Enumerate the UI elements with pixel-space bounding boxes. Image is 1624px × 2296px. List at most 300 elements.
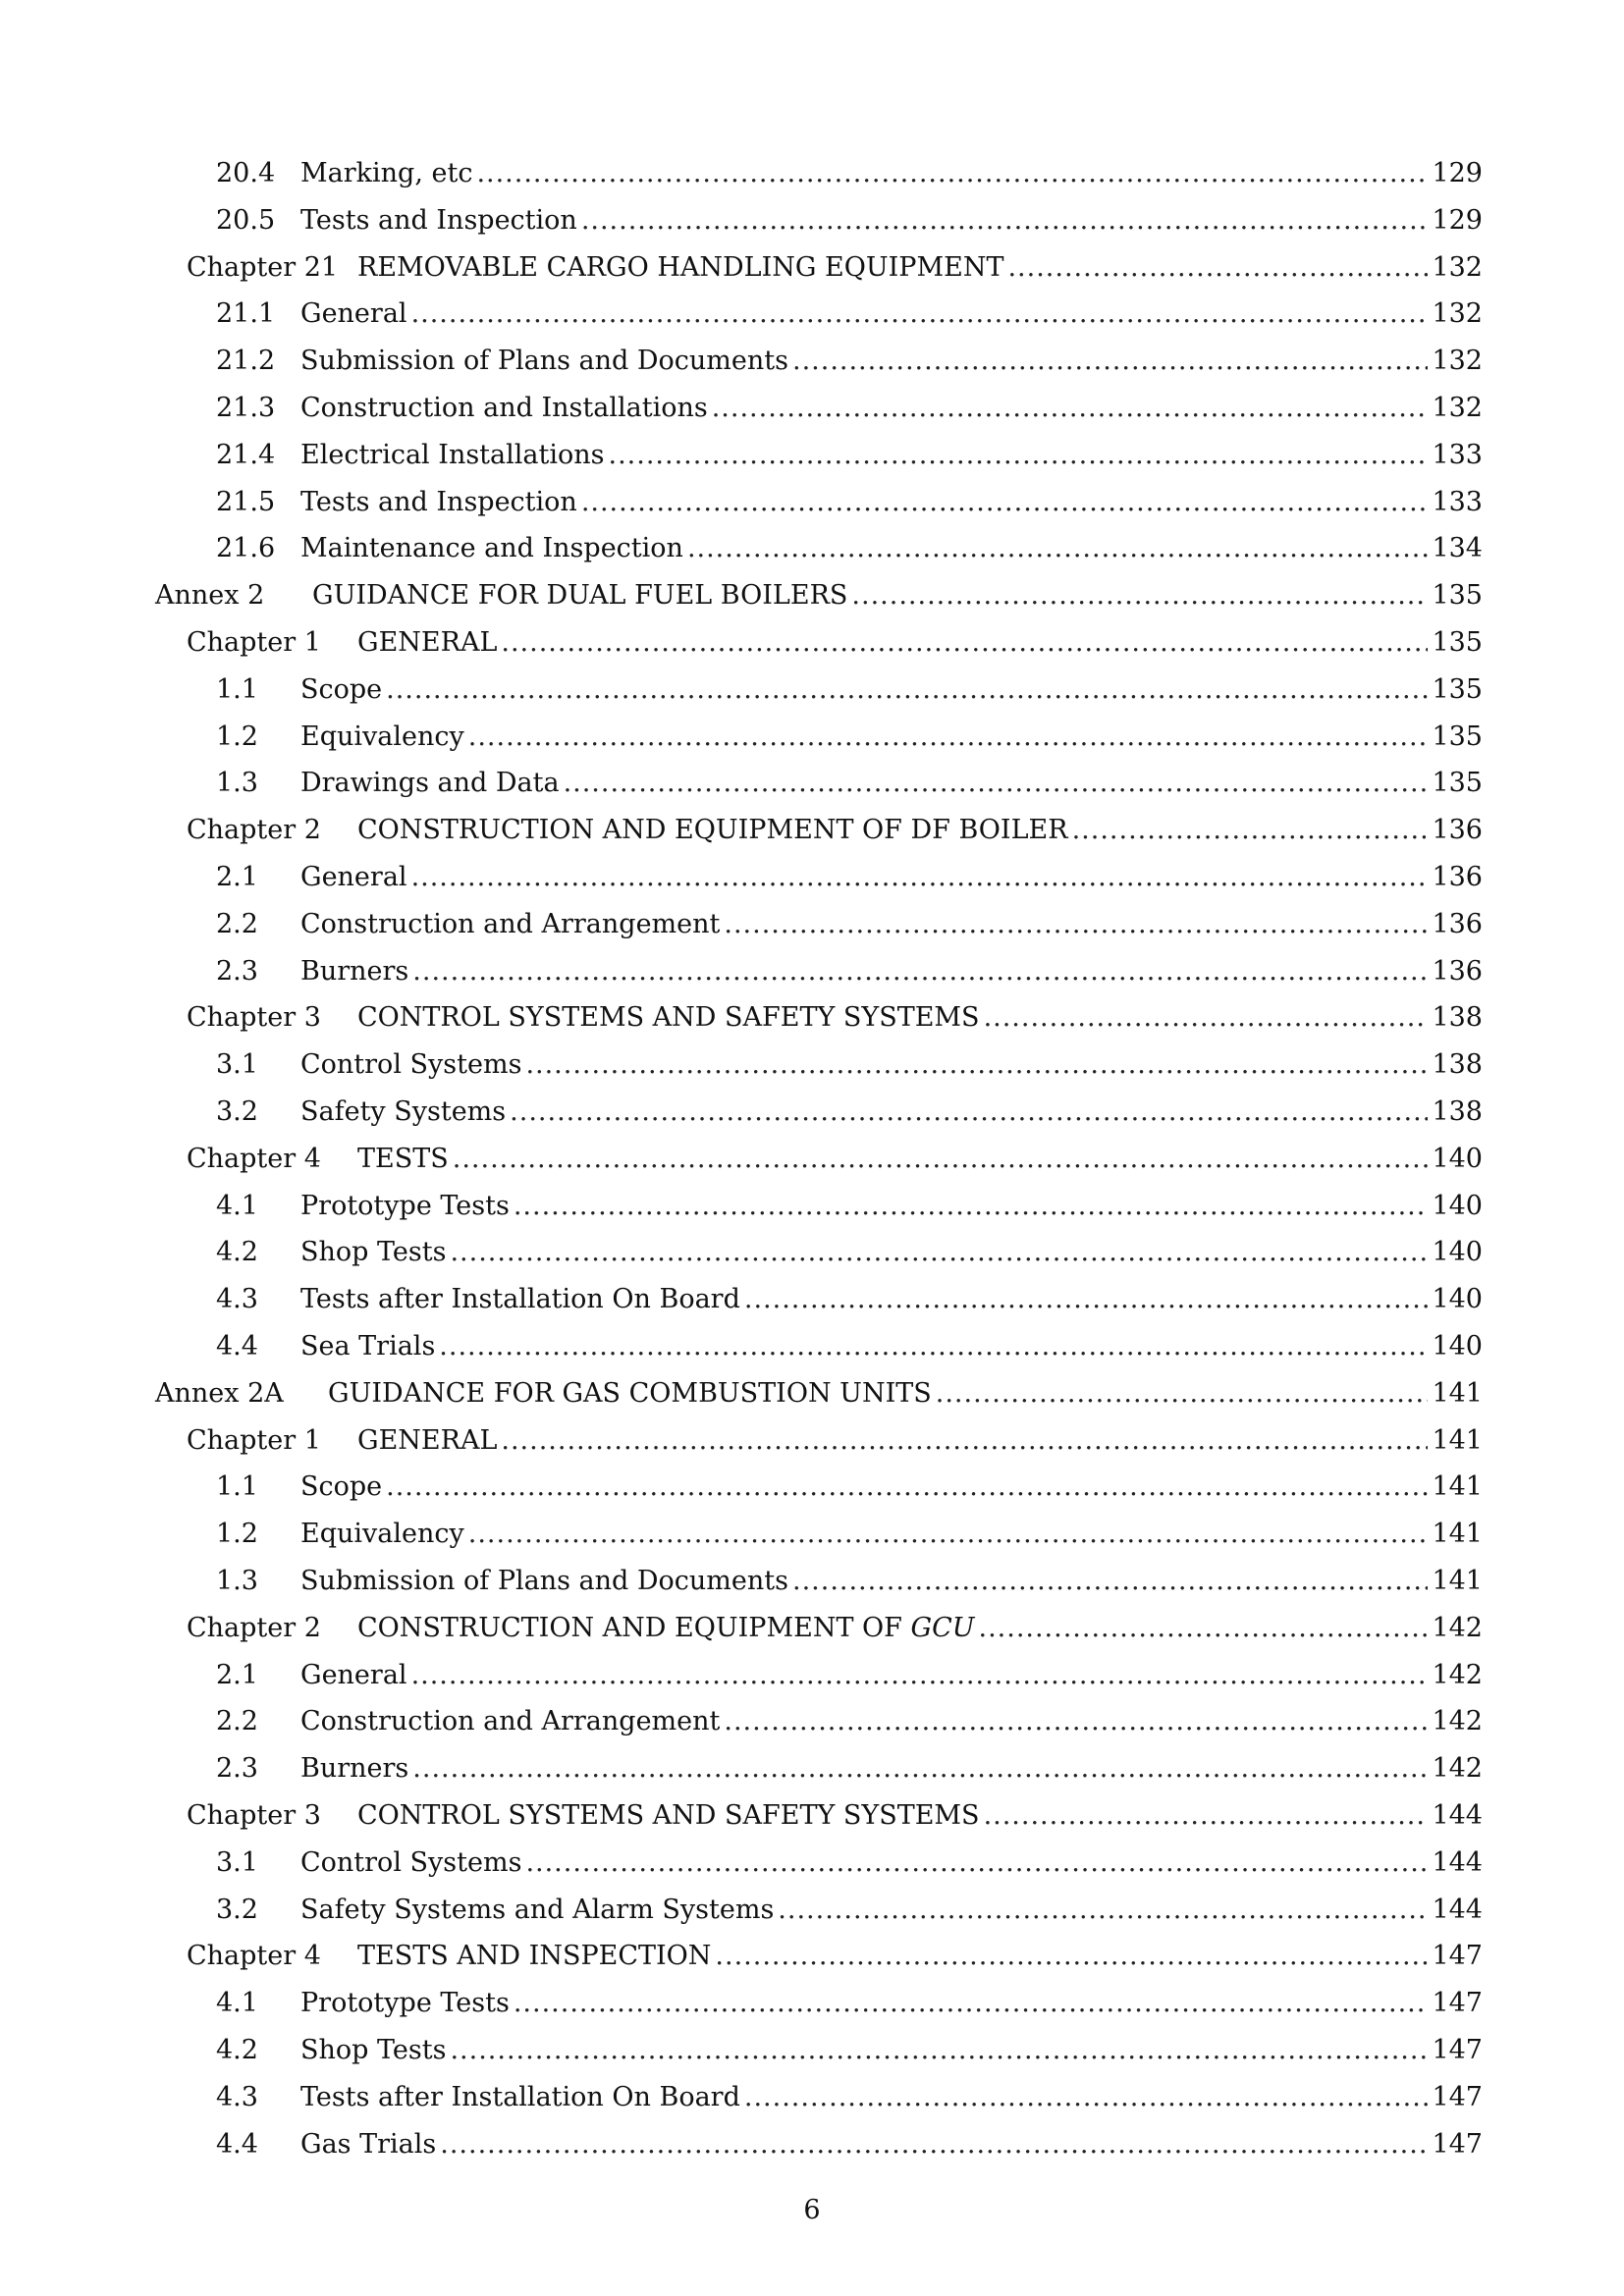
toc-entry-title: Electrical Installations xyxy=(300,439,605,470)
toc-entry-section[interactable] xyxy=(216,901,1483,948)
toc-entry-page: 138 xyxy=(1428,994,1483,1041)
toc-entry-number: 4.2 xyxy=(216,1237,258,1268)
toc-entry-title: Burners xyxy=(300,955,409,987)
toc-entry-title-wrap xyxy=(300,1652,411,1699)
toc-entry-annex[interactable] xyxy=(155,572,1483,619)
toc-entry-title: Burners xyxy=(300,1753,409,1785)
toc-entry-number: 21.5 xyxy=(216,486,276,517)
toc-entry-page: 135 xyxy=(1428,619,1483,667)
toc-entry-page: 142 xyxy=(1428,1698,1483,1745)
toc-entry-title-wrap xyxy=(300,760,564,807)
toc-entry-number: Chapter 2 xyxy=(187,1612,321,1643)
toc-entry-line xyxy=(312,572,1483,619)
toc-entry-line xyxy=(300,1276,1483,1323)
toc-entry-page: 136 xyxy=(1428,901,1483,948)
toc-entry-section[interactable] xyxy=(216,1511,1483,1558)
toc-entry-page: 140 xyxy=(1428,1136,1483,1183)
toc-entry-number: 20.5 xyxy=(216,204,276,236)
toc-entry-page: 141 xyxy=(1428,1370,1483,1417)
toc-entry-line xyxy=(300,479,1483,526)
toc-entry-section[interactable] xyxy=(216,948,1483,995)
toc-entry-title: TESTS xyxy=(357,1143,449,1174)
toc-entry-number: 3.2 xyxy=(216,1894,258,1925)
dot-leader xyxy=(439,1323,1428,1370)
toc-entry-title-wrap xyxy=(300,150,476,197)
toc-entry-title: CONTROL SYSTEMS AND SAFETY SYSTEMS xyxy=(357,1002,980,1034)
toc-entry-number: 4.1 xyxy=(216,1190,258,1221)
toc-entry-line xyxy=(300,1089,1483,1136)
toc-entry-section[interactable] xyxy=(216,1089,1483,1136)
toc-entry-title-wrap xyxy=(300,667,386,714)
toc-entry-number: 21.6 xyxy=(216,533,276,564)
toc-entry-number: Chapter 4 xyxy=(187,1941,321,1972)
toc-entry-title-wrap xyxy=(300,385,712,432)
dot-leader xyxy=(564,760,1429,807)
toc-entry-number: Chapter 1 xyxy=(187,627,321,658)
toc-entry-page: 133 xyxy=(1428,432,1483,479)
toc-entry-number: 21.2 xyxy=(216,346,276,377)
toc-entry-number: 21.1 xyxy=(216,298,276,330)
toc-entry-page: 138 xyxy=(1428,1089,1483,1136)
toc-entry-line xyxy=(300,1183,1483,1230)
dot-leader xyxy=(411,854,1429,901)
toc-entry-title: Submission of Plans and Documents xyxy=(300,346,788,377)
toc-entry-section[interactable] xyxy=(216,1464,1483,1511)
toc-entry-line xyxy=(300,2074,1483,2121)
toc-entry-number: 2.2 xyxy=(216,908,258,939)
dot-leader xyxy=(778,1887,1428,1934)
toc-entry-number: Chapter 3 xyxy=(187,1002,321,1034)
toc-entry-number: Annex 2A xyxy=(155,1377,284,1409)
toc-entry-line xyxy=(300,1229,1483,1276)
toc-entry-line xyxy=(300,1698,1483,1745)
toc-entry-page: 135 xyxy=(1428,667,1483,714)
toc-entry-title-wrap xyxy=(300,197,581,244)
toc-entry-title: Prototype Tests xyxy=(300,1988,510,2019)
toc-entry-title-wrap xyxy=(300,1276,744,1323)
toc-entry-number: 1.3 xyxy=(216,1566,258,1596)
toc-entry-number: Annex 2 xyxy=(155,580,265,612)
toc-entry-number: Chapter 21 xyxy=(187,251,339,283)
dot-leader xyxy=(984,994,1429,1041)
toc-entry-title: Scope xyxy=(300,673,383,705)
toc-entry-title: Maintenance and Inspection xyxy=(300,533,683,564)
toc-entry-title-wrap xyxy=(357,1933,715,1980)
toc-entry-title-wrap xyxy=(300,432,609,479)
toc-entry-title: Submission of Plans and Documents xyxy=(300,1566,788,1596)
toc-entry-section[interactable] xyxy=(216,1041,1483,1089)
toc-entry-number: 4.3 xyxy=(216,1284,258,1315)
toc-entry-section[interactable] xyxy=(216,432,1483,479)
toc-entry-page: 147 xyxy=(1428,1980,1483,2027)
toc-entry-title: Equivalency xyxy=(300,1519,464,1550)
toc-entry-line xyxy=(328,1370,1483,1417)
toc-entry-section[interactable] xyxy=(216,854,1483,901)
toc-entry-page: 144 xyxy=(1428,1887,1483,1934)
toc-entry-number: Chapter 2 xyxy=(187,815,321,846)
toc-entry-page: 147 xyxy=(1428,2121,1483,2168)
toc-entry-page: 132 xyxy=(1428,338,1483,385)
toc-entry-section[interactable] xyxy=(216,1980,1483,2027)
toc-entry-line xyxy=(357,807,1483,854)
toc-entry-section[interactable] xyxy=(216,525,1483,572)
toc-entry-title-italic: GCU xyxy=(910,1612,975,1643)
toc-entry-title-wrap xyxy=(300,2121,440,2168)
toc-entry-line xyxy=(357,1792,1483,1840)
toc-entry-line xyxy=(357,1136,1483,1183)
toc-entry-title-wrap xyxy=(300,901,724,948)
toc-entry-page: 144 xyxy=(1428,1840,1483,1887)
toc-entry-page: 129 xyxy=(1428,197,1483,244)
toc-entry-title-wrap xyxy=(357,807,1072,854)
toc-entry-chapter[interactable] xyxy=(187,994,1483,1041)
toc-entry-section[interactable] xyxy=(216,1183,1483,1230)
toc-entry-number: 4.3 xyxy=(216,2081,258,2112)
toc-entry-line xyxy=(357,619,1483,667)
toc-entry-section[interactable] xyxy=(216,2074,1483,2121)
dot-leader xyxy=(386,667,1428,714)
dot-leader xyxy=(514,1980,1429,2027)
dot-leader xyxy=(525,1840,1428,1887)
toc-entry-section[interactable] xyxy=(216,338,1483,385)
toc-entry-title: Gas Trials xyxy=(300,2128,437,2160)
toc-entry-title-wrap xyxy=(300,1511,468,1558)
toc-entry-title-wrap xyxy=(357,1417,501,1465)
toc-entry-chapter[interactable] xyxy=(187,1605,1483,1652)
dot-leader xyxy=(450,1229,1428,1276)
toc-entry-title: Construction and Arrangement xyxy=(300,1706,721,1737)
toc-entry-title-wrap xyxy=(357,1136,453,1183)
toc-entry-title: Shop Tests xyxy=(300,2035,447,2065)
dot-leader xyxy=(715,1933,1428,1980)
toc-entry-section[interactable] xyxy=(216,150,1483,197)
toc-entry-line xyxy=(300,714,1483,761)
toc-entry-page: 140 xyxy=(1428,1183,1483,1230)
toc-entry-title: GUIDANCE FOR GAS COMBUSTION UNITS xyxy=(328,1377,932,1409)
dot-leader xyxy=(609,432,1429,479)
toc-entry-title: CONTROL SYSTEMS AND SAFETY SYSTEMS xyxy=(357,1800,980,1831)
toc-entry-section[interactable] xyxy=(216,197,1483,244)
toc-entry-page: 140 xyxy=(1428,1276,1483,1323)
toc-entry-page: 147 xyxy=(1428,2027,1483,2074)
toc-entry-page: 134 xyxy=(1428,525,1483,572)
toc-entry-number: Chapter 1 xyxy=(187,1424,321,1456)
dot-leader xyxy=(510,1089,1428,1136)
toc-entry-title: Scope xyxy=(300,1471,383,1503)
dot-leader xyxy=(412,1745,1428,1792)
toc-entry-number: Chapter 3 xyxy=(187,1800,321,1831)
toc-entry-title: General xyxy=(300,1659,407,1690)
toc-entry-page: 141 xyxy=(1428,1558,1483,1605)
toc-entry-number: 2.3 xyxy=(216,1753,258,1785)
toc-entry-section[interactable] xyxy=(216,1745,1483,1792)
toc-entry-section[interactable] xyxy=(216,1698,1483,1745)
toc-entry-title: Safety Systems and Alarm Systems xyxy=(300,1894,775,1925)
dot-leader xyxy=(501,619,1428,667)
dot-leader xyxy=(411,291,1429,338)
toc-entry-title-wrap xyxy=(300,1041,525,1089)
toc-entry-title-wrap xyxy=(300,854,411,901)
toc-entry-line xyxy=(300,525,1483,572)
toc-entry-number: Chapter 4 xyxy=(187,1143,321,1174)
toc-entry-line xyxy=(300,1745,1483,1792)
toc-entry-title-wrap xyxy=(300,1183,514,1230)
toc-entry-page: 136 xyxy=(1428,948,1483,995)
toc-entry-page: 129 xyxy=(1428,150,1483,197)
toc-entry-section[interactable] xyxy=(216,1276,1483,1323)
toc-entry-number: 1.2 xyxy=(216,721,258,752)
toc-entry-title-wrap xyxy=(300,525,687,572)
toc-entry-page: 135 xyxy=(1428,714,1483,761)
toc-entry-number: 1.3 xyxy=(216,768,258,799)
toc-entry-number: 2.1 xyxy=(216,1659,258,1690)
toc-entry-number: 3.2 xyxy=(216,1096,258,1127)
toc-entry-line xyxy=(300,291,1483,338)
dot-leader xyxy=(411,1652,1429,1699)
toc-entry-number: 2.3 xyxy=(216,955,258,987)
toc-entry-page: 141 xyxy=(1428,1464,1483,1511)
toc-entry-title: CONSTRUCTION AND EQUIPMENT OF DF BOILER xyxy=(357,815,1068,846)
toc-entry-title: Tests after Installation On Board xyxy=(300,2081,740,2112)
toc-entry-line xyxy=(300,948,1483,995)
toc-entry-title: Construction and Arrangement xyxy=(300,908,721,939)
toc-entry-line xyxy=(300,760,1483,807)
toc-entry-number: 1.1 xyxy=(216,673,258,705)
toc-entry-page: 132 xyxy=(1428,291,1483,338)
toc-entry-number: 21.3 xyxy=(216,393,276,423)
toc-entry-page: 132 xyxy=(1428,244,1483,292)
toc-entry-title: Equivalency xyxy=(300,721,464,752)
toc-entry-line xyxy=(357,1933,1483,1980)
dot-leader xyxy=(724,901,1428,948)
toc-entry-page: 135 xyxy=(1428,572,1483,619)
dot-leader xyxy=(978,1605,1428,1652)
toc-entry-number: 2.2 xyxy=(216,1706,258,1737)
dot-leader xyxy=(1072,807,1429,854)
dot-leader xyxy=(453,1136,1429,1183)
dot-leader xyxy=(412,948,1428,995)
toc-entry-section[interactable] xyxy=(216,2027,1483,2074)
dot-leader xyxy=(724,1698,1428,1745)
toc-entry-title-wrap xyxy=(300,1698,724,1745)
toc-entry-page: 142 xyxy=(1428,1745,1483,1792)
toc-entry-title: TESTS AND INSPECTION xyxy=(357,1941,712,1972)
dot-leader xyxy=(712,385,1429,432)
toc-entry-line xyxy=(300,901,1483,948)
toc-entry-page: 132 xyxy=(1428,385,1483,432)
toc-entry-section[interactable] xyxy=(216,1323,1483,1370)
toc-entry-line xyxy=(357,1605,1483,1652)
toc-entry-title: General xyxy=(300,298,407,330)
toc-entry-section[interactable] xyxy=(216,1887,1483,1934)
toc-entry-number: 4.4 xyxy=(216,1331,258,1362)
dot-leader xyxy=(386,1464,1428,1511)
dot-leader xyxy=(440,2121,1428,2168)
toc-entry-page: 136 xyxy=(1428,807,1483,854)
dot-leader xyxy=(1007,244,1428,292)
toc-entry-page: 133 xyxy=(1428,479,1483,526)
toc-entry-title-wrap xyxy=(300,2074,744,2121)
toc-entry-title: Tests after Installation On Board xyxy=(300,1284,740,1315)
toc-entry-title: Drawings and Data xyxy=(300,768,560,799)
dot-leader xyxy=(936,1370,1429,1417)
toc-entry-number: 4.2 xyxy=(216,2035,258,2065)
toc-entry-section[interactable] xyxy=(216,479,1483,526)
toc-entry-page: 142 xyxy=(1428,1605,1483,1652)
dot-leader xyxy=(687,525,1429,572)
toc-entry-title: Marking, etc xyxy=(300,158,473,188)
toc-entry-line xyxy=(300,1980,1483,2027)
toc-entry-title: Shop Tests xyxy=(300,1237,447,1268)
toc-entry-title: Construction and Installations xyxy=(300,393,708,423)
toc-entry-number: 21.4 xyxy=(216,439,276,470)
toc-entry-section[interactable] xyxy=(216,667,1483,714)
toc-entry-number: 4.4 xyxy=(216,2128,258,2160)
toc-entry-title-wrap xyxy=(300,1887,778,1934)
toc-entry-title: Prototype Tests xyxy=(300,1190,510,1221)
toc-entry-title-wrap xyxy=(300,479,581,526)
toc-entry-title: CONSTRUCTION AND EQUIPMENT OF xyxy=(357,1612,911,1643)
toc-entry-line xyxy=(300,1323,1483,1370)
toc-entry-line xyxy=(300,197,1483,244)
page-number: 6 xyxy=(803,2195,821,2225)
toc-entry-page: 141 xyxy=(1428,1417,1483,1465)
dot-leader xyxy=(501,1417,1428,1465)
toc-entry-chapter[interactable] xyxy=(187,1792,1483,1840)
toc-entry-section[interactable] xyxy=(216,385,1483,432)
toc-entry-section[interactable] xyxy=(216,1229,1483,1276)
toc-entry-line xyxy=(300,338,1483,385)
toc-entry-title-wrap xyxy=(300,1323,439,1370)
toc-entry-title-wrap xyxy=(300,1980,514,2027)
toc-entry-title: GENERAL xyxy=(357,627,498,658)
toc-entry-chapter[interactable] xyxy=(187,1933,1483,1980)
toc-entry-page: 141 xyxy=(1428,1511,1483,1558)
toc-entry-page: 136 xyxy=(1428,854,1483,901)
toc-entry-title-wrap xyxy=(300,1229,450,1276)
toc-entry-chapter[interactable] xyxy=(187,619,1483,667)
dot-leader xyxy=(744,1276,1429,1323)
toc-entry-title-wrap xyxy=(300,338,792,385)
dot-leader xyxy=(581,197,1429,244)
toc-entry-line xyxy=(357,244,1483,292)
toc-entry-title-wrap xyxy=(300,291,411,338)
toc-entry-line xyxy=(300,1041,1483,1089)
toc-entry-title-wrap xyxy=(300,1745,412,1792)
toc-entry-section[interactable] xyxy=(216,760,1483,807)
toc-entry-title-wrap xyxy=(300,714,468,761)
toc-entry-line xyxy=(300,854,1483,901)
toc-entry-line xyxy=(300,1652,1483,1699)
toc-entry-page: 144 xyxy=(1428,1792,1483,1840)
toc-entry-page: 135 xyxy=(1428,760,1483,807)
dot-leader xyxy=(792,1558,1428,1605)
toc-entry-title: Safety Systems xyxy=(300,1096,507,1127)
toc-entry-number: 1.1 xyxy=(216,1471,258,1503)
toc-entry-line xyxy=(357,994,1483,1041)
toc-entry-line xyxy=(300,432,1483,479)
toc-entry-section[interactable] xyxy=(216,1840,1483,1887)
toc-entry-title-wrap xyxy=(300,1558,792,1605)
toc-entry-title-wrap xyxy=(357,1605,978,1652)
toc-entry-title-wrap xyxy=(300,1464,386,1511)
dot-leader xyxy=(514,1183,1429,1230)
toc-entry-number: 20.4 xyxy=(216,158,276,188)
toc-entry-line xyxy=(300,1464,1483,1511)
toc-entry-line xyxy=(300,385,1483,432)
toc-entry-line xyxy=(300,1840,1483,1887)
toc-entry-number: 4.1 xyxy=(216,1988,258,2019)
toc-entry-title: Tests and Inspection xyxy=(300,204,577,236)
toc-entry-section[interactable] xyxy=(216,714,1483,761)
toc-entry-section[interactable] xyxy=(216,2121,1483,2168)
toc-entry-page: 142 xyxy=(1428,1652,1483,1699)
toc-entry-title: Control Systems xyxy=(300,1846,522,1878)
toc-entry-title-wrap xyxy=(300,1840,525,1887)
toc-entry-section[interactable] xyxy=(216,291,1483,338)
dot-leader xyxy=(851,572,1428,619)
toc-entry-page: 147 xyxy=(1428,1933,1483,1980)
toc-entry-chapter[interactable] xyxy=(187,1417,1483,1465)
dot-leader xyxy=(476,150,1428,197)
toc-entry-chapter[interactable] xyxy=(187,807,1483,854)
toc-entry-title: Control Systems xyxy=(300,1049,522,1081)
toc-entry-page: 140 xyxy=(1428,1323,1483,1370)
toc-entry-line xyxy=(300,1887,1483,1934)
toc-entry-section[interactable] xyxy=(216,1558,1483,1605)
toc-entry-line xyxy=(300,667,1483,714)
toc-entry-number: 3.1 xyxy=(216,1846,258,1878)
toc-entry-number: 2.1 xyxy=(216,862,258,892)
toc-entry-title: Tests and Inspection xyxy=(300,486,577,517)
toc-entry-page: 147 xyxy=(1428,2074,1483,2121)
dot-leader xyxy=(468,1511,1429,1558)
dot-leader xyxy=(525,1041,1428,1089)
toc-entry-title: Sea Trials xyxy=(300,1331,436,1362)
toc-entry-title: GENERAL xyxy=(357,1424,498,1456)
toc-entry-chapter[interactable] xyxy=(187,244,1483,292)
toc-entry-title-wrap xyxy=(357,244,1007,292)
dot-leader xyxy=(450,2027,1428,2074)
dot-leader xyxy=(984,1792,1429,1840)
toc-entry-line xyxy=(357,1417,1483,1465)
toc-entry-page: 140 xyxy=(1428,1229,1483,1276)
toc-entry-line xyxy=(300,2027,1483,2074)
dot-leader xyxy=(744,2074,1429,2121)
toc-entry-line xyxy=(300,150,1483,197)
toc-entry-title-wrap xyxy=(357,619,501,667)
toc-entry-title-wrap xyxy=(312,572,851,619)
toc-entry-title-wrap xyxy=(300,1089,510,1136)
toc-entry-annex[interactable] xyxy=(155,1370,1483,1417)
dot-leader xyxy=(468,714,1429,761)
toc-entry-title: REMOVABLE CARGO HANDLING EQUIPMENT xyxy=(357,251,1004,283)
dot-leader xyxy=(581,479,1429,526)
toc-entry-section[interactable] xyxy=(216,1652,1483,1699)
toc-entry-page: 138 xyxy=(1428,1041,1483,1089)
toc-entry-title-wrap xyxy=(300,948,412,995)
toc-entry-title-wrap xyxy=(300,2027,450,2074)
toc-entry-title-wrap xyxy=(328,1370,936,1417)
dot-leader xyxy=(792,338,1428,385)
toc-entry-chapter[interactable] xyxy=(187,1136,1483,1183)
toc-entry-line xyxy=(300,1558,1483,1605)
toc-entry-number: 1.2 xyxy=(216,1519,258,1550)
toc-entry-line xyxy=(300,2121,1483,2168)
toc-entry-title: GUIDANCE FOR DUAL FUEL BOILERS xyxy=(312,580,848,612)
toc-entry-title-wrap xyxy=(357,994,984,1041)
toc-entry-title: General xyxy=(300,862,407,892)
